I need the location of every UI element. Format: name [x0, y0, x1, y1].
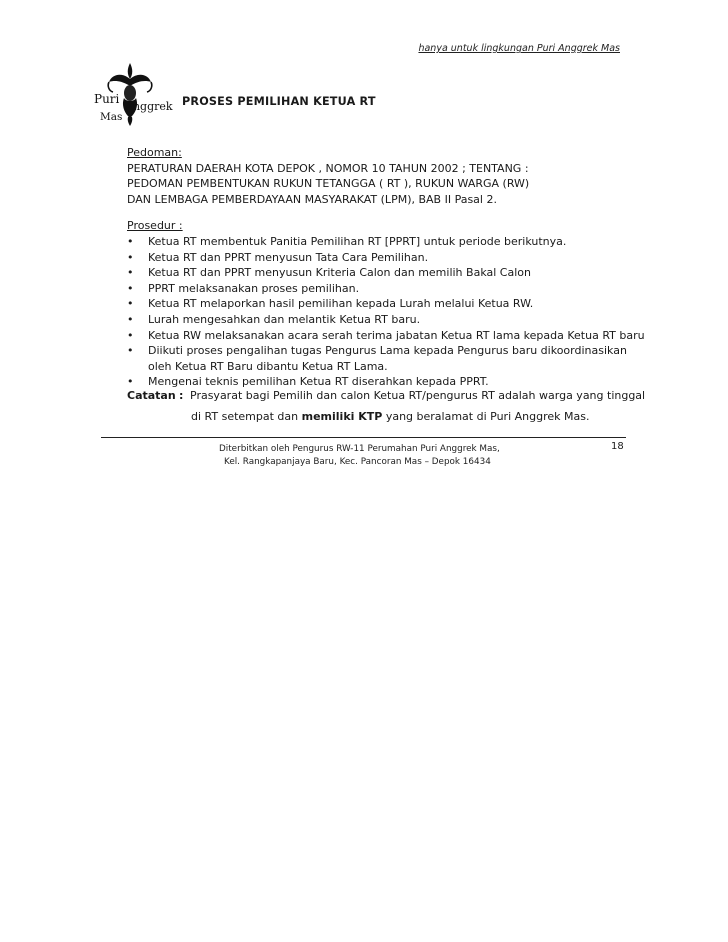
logo-text-anggrek: Anggrek — [125, 100, 173, 113]
list-item: • Mengenai teknis pemilihan Ketua RT diserahkan kepada PPRT. — [127, 375, 489, 389]
list-item: • Ketua RT melaporkan hasil pemilihan kepada Lurah melalui Ketua RW. — [127, 297, 534, 311]
bullet-icon: • — [127, 328, 134, 342]
pedoman-line: PERATURAN DAERAH KOTA DEPOK , NOMOR 10 TAHUN 2002 ; TENTANG : — [127, 161, 529, 175]
pedoman-line: DAN LEMBAGA PEMBERDAYAAN MASYARAKAT (LPM), BAB II Pasal 2. — [127, 192, 497, 206]
logo-text-mas: Mas — [100, 111, 123, 123]
bullet-icon: • — [127, 375, 134, 389]
footer-publisher — [219, 443, 509, 469]
footer-divider — [101, 437, 626, 438]
bullet-icon: • — [127, 297, 134, 311]
catatan-colon: : — [179, 389, 184, 402]
catatan-label: Catatan — [127, 389, 176, 402]
ktp-emphasis: memiliki KTP — [301, 410, 383, 423]
page-number: 18 — [611, 441, 624, 452]
footer-line-2: Kel. Rangkapanjaya Baru, Kec. Pancoran Mas – Depok 16434 — [224, 457, 491, 467]
puri-anggrek-mas-logo — [94, 62, 173, 128]
bullet-icon: • — [127, 266, 134, 280]
catatan-line-2: di RT setempat dan memiliki KTP yang beralamat di Puri Anggrek Mas. — [191, 410, 590, 423]
footer-line-1: Diterbitkan oleh Pengurus RW-11 Perumahan Puri Anggrek Mas, — [219, 444, 500, 454]
list-item: • Ketua RW melaksanakan acara serah terima jabatan Ketua RT lama kepada Ketua RT baru — [127, 328, 645, 342]
bullet-icon: • — [127, 312, 134, 326]
catatan-line-1: Prasyarat bagi Pemilih dan calon Ketua RT/pengurus RT adalah warga yang tinggal — [190, 389, 646, 402]
document-title: PROSES PEMILIHAN KETUA RT — [182, 95, 376, 108]
bullet-icon: • — [127, 234, 134, 248]
orchid-emblem-icon — [94, 62, 173, 128]
list-item: • Ketua RT dan PPRT menyusun Kriteria Calon dan memilih Bakal Calon — [127, 266, 531, 280]
logo-text-puri: Puri — [94, 92, 120, 106]
header-note: hanya untuk lingkungan Puri Anggrek Mas — [418, 43, 620, 54]
list-item: • Ketua RT dan PPRT menyusun Tata Cara Pemilihan. — [127, 250, 429, 264]
bullet-icon: • — [127, 344, 134, 358]
list-item: • Lurah mengesahkan dan melantik Ketua RT baru. — [127, 312, 421, 326]
bullet-icon: • — [127, 281, 134, 295]
pedoman-line: PEDOMAN PEMBENTUKAN RUKUN TETANGGA ( RT ), RUKUN WARGA (RW) — [127, 177, 530, 191]
prosedur-list — [127, 234, 647, 390]
list-item: • PPRT melaksanakan proses pemilihan. — [127, 281, 360, 295]
pedoman-label: Pedoman: — [127, 146, 182, 159]
document-body — [127, 145, 647, 390]
list-item: • Ketua RT membentuk Panitia Pemilihan RT [PPRT] untuk periode berikutnya. — [127, 234, 567, 248]
bullet-icon: • — [127, 250, 134, 264]
catatan-text — [190, 385, 660, 427]
spacer — [127, 207, 647, 218]
prosedur-label: Prosedur : — [127, 219, 183, 233]
list-item: • Diikuti proses pengalihan tugas Pengurus Lama kepada Pengurus baru dikoordinasikan oleh Ketua RT Baru dibantu Ketua RT Lama. — [127, 344, 627, 373]
